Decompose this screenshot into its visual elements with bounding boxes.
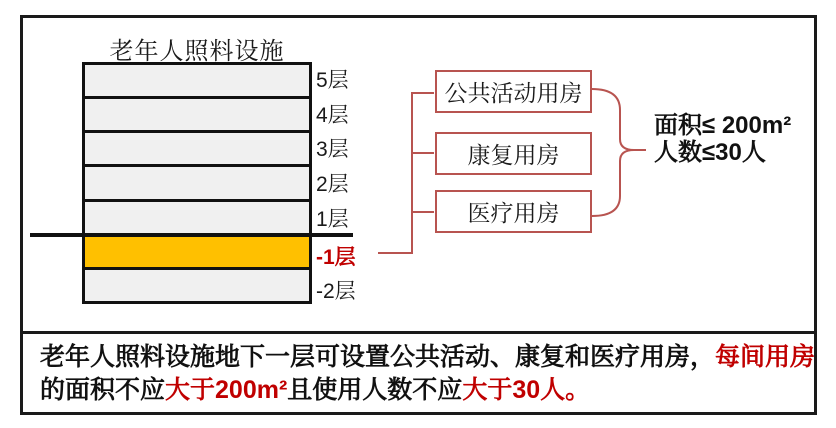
note-line-1: [40, 341, 816, 374]
floor-label-5: 5层: [316, 69, 349, 92]
floor-row-2: [85, 167, 309, 201]
room-box-rehabilitation: 康复用房: [435, 132, 592, 175]
floor-label-4: 4层: [316, 104, 349, 127]
ground-level-line: [30, 233, 353, 237]
note-line-2: [40, 374, 810, 407]
note-line2-black-b: 且使用人数不应: [287, 376, 463, 404]
note-line2-red-b: 大于30人。: [462, 376, 591, 404]
room-box-medical: 医疗用房: [435, 190, 592, 233]
limit-people: 人数≤30人: [654, 139, 766, 166]
limits-text: [654, 112, 791, 166]
floor-label-basement-2: -2层: [316, 280, 356, 303]
floor-row-basement-1-highlighted: [85, 236, 309, 270]
section-divider: [20, 331, 817, 334]
floor-label-3: 3层: [316, 138, 349, 161]
floor-label-basement-1: -1层: [316, 246, 356, 269]
floor-label-1: 1层: [316, 208, 349, 231]
floor-row-5: [85, 65, 309, 99]
building-diagram: [82, 62, 312, 304]
limit-area: 面积≤ 200m²: [654, 112, 792, 139]
floor-row-1: [85, 202, 309, 236]
floor-row-4: [85, 99, 309, 133]
floor-label-2: 2层: [316, 173, 349, 196]
floor-row-3: [85, 133, 309, 167]
floor-row-basement-2: [85, 270, 309, 301]
note-line2-black-a: 的面积不应: [40, 376, 166, 404]
note-line1-red: 每间用房: [715, 343, 816, 371]
note-text: [40, 341, 816, 407]
note-line2-red-a: 大于200m²: [165, 376, 288, 404]
note-line1-black: 老年人照料设施地下一层可设置公共活动、康复和医疗用房，: [40, 343, 716, 371]
room-box-public-activity: 公共活动用房: [435, 70, 592, 113]
building-title: 老年人照料设施: [109, 38, 285, 65]
